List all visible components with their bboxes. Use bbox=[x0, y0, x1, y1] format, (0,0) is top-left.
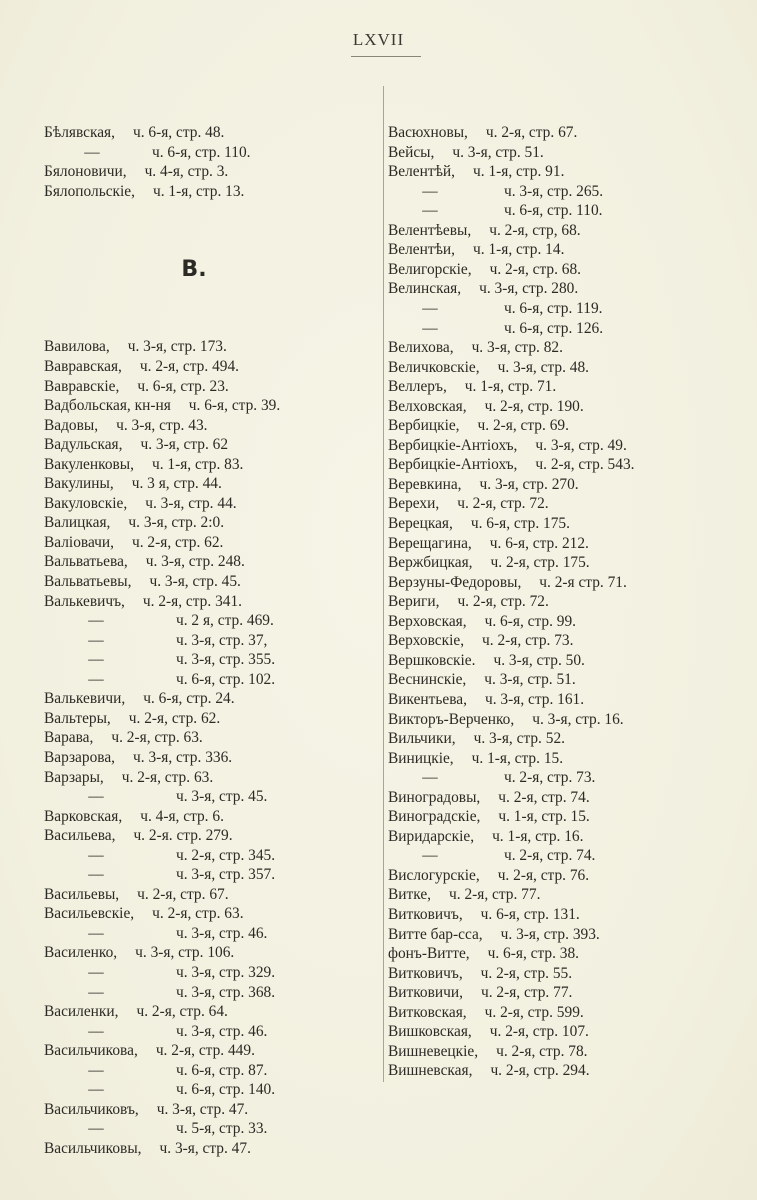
entry-reference: ч. 2-я, стр. 78. bbox=[496, 1042, 588, 1060]
ditto-dash: — bbox=[88, 631, 104, 649]
entry-name: Вильчики, bbox=[388, 730, 456, 748]
entry-name: Велинская, bbox=[388, 280, 462, 298]
entry-reference: ч. 2-я, стр. 77. bbox=[480, 984, 573, 1002]
index-entry bbox=[388, 1003, 754, 1023]
entry-name: Витковская, bbox=[388, 1003, 467, 1021]
entry-name: Велентѣи, bbox=[388, 241, 456, 259]
index-entry-continuation bbox=[44, 963, 374, 983]
index-entry bbox=[388, 494, 754, 514]
index-entry-continuation bbox=[44, 865, 374, 885]
entry-reference: ч. 2-я, стр. 175. bbox=[490, 554, 590, 572]
index-entry bbox=[388, 279, 754, 299]
entry-name: Витковичъ, bbox=[388, 905, 463, 923]
entry-reference: ч. 3-я, стр. 45. bbox=[176, 788, 268, 806]
index-entry bbox=[388, 573, 754, 593]
index-entry bbox=[44, 943, 374, 963]
index-entry bbox=[44, 807, 374, 827]
entry-reference: ч. 2-я, стр. 67. bbox=[137, 885, 229, 903]
index-entry bbox=[44, 689, 374, 709]
ditto-dash: — bbox=[88, 866, 104, 884]
entry-reference: ч. 2-я, стр, 68. bbox=[489, 221, 581, 239]
entry-reference: ч. 6-я, стр. 126. bbox=[504, 319, 604, 337]
entry-name: Верещагина, bbox=[388, 534, 472, 552]
index-entry-continuation bbox=[44, 631, 374, 651]
index-entry bbox=[388, 475, 754, 495]
index-entry bbox=[388, 240, 754, 260]
entry-name: Веревкина, bbox=[388, 475, 462, 493]
entry-reference: ч. 3-я, стр. 248. bbox=[145, 553, 245, 571]
entry-reference: ч. 6-я, стр. 131. bbox=[480, 905, 580, 923]
index-entry bbox=[388, 1042, 754, 1062]
entry-reference: ч. 2-я, стр. 68. bbox=[489, 260, 582, 278]
index-entry bbox=[388, 377, 754, 397]
index-entry bbox=[388, 436, 754, 456]
entry-name: Вальватьева, bbox=[44, 553, 128, 571]
index-entry bbox=[44, 748, 374, 768]
entry-name: Варава, bbox=[44, 729, 94, 747]
index-entry bbox=[388, 1022, 754, 1042]
ditto-dash: — bbox=[88, 651, 104, 669]
index-entry bbox=[44, 768, 374, 788]
index-entry bbox=[44, 533, 374, 553]
entry-name: Вербицкіе, bbox=[388, 417, 460, 435]
index-entry-continuation bbox=[44, 1022, 374, 1042]
entry-reference: ч. 1-я, стр. 15. bbox=[471, 749, 564, 767]
index-entry-continuation bbox=[44, 670, 374, 690]
entry-reference: ч. 6-я, стр. 110. bbox=[504, 202, 603, 220]
index-entry bbox=[388, 416, 754, 436]
entry-reference: ч. 2-я, стр. 107. bbox=[489, 1023, 589, 1041]
entry-name: Васильевы, bbox=[44, 885, 120, 903]
entry-name: Вавилова, bbox=[44, 338, 110, 356]
index-entry-continuation bbox=[44, 983, 374, 1003]
index-entry bbox=[388, 612, 754, 632]
index-entry-continuation bbox=[388, 182, 754, 202]
entry-name: Васильева, bbox=[44, 827, 116, 845]
entry-name: Варковская, bbox=[44, 807, 123, 825]
index-entry bbox=[388, 964, 754, 984]
index-entry bbox=[44, 826, 374, 846]
entry-reference: ч. 6-я, стр. 175. bbox=[470, 515, 570, 533]
entry-reference: ч. 6-я, стр. 140. bbox=[176, 1081, 276, 1099]
index-entry bbox=[388, 260, 754, 280]
index-entry bbox=[44, 123, 374, 143]
index-entry bbox=[44, 435, 374, 455]
entry-name: Бялоновичи, bbox=[44, 163, 127, 181]
entry-name: Вержбицкая, bbox=[388, 554, 473, 572]
entry-name: Веллеръ, bbox=[388, 378, 447, 396]
entry-name: Велихова, bbox=[388, 339, 454, 357]
entry-reference: ч. 2-я, стр. 543. bbox=[535, 456, 635, 474]
entry-name: Викторъ-Верченко, bbox=[388, 710, 515, 728]
entry-reference: ч. 3-я, стр. 329. bbox=[176, 963, 276, 981]
entry-reference: ч. 3-я, стр. 161. bbox=[484, 690, 585, 708]
entry-reference: ч. 2-я, стр. 63. bbox=[111, 729, 203, 747]
entry-name: Валицкая, bbox=[44, 514, 111, 532]
page-number: LXVII bbox=[352, 30, 405, 49]
index-entry bbox=[44, 1002, 374, 1022]
index-entry-continuation bbox=[44, 1061, 374, 1081]
entry-name: Вершковскіе. bbox=[388, 651, 476, 669]
index-entry bbox=[388, 690, 754, 710]
index-entry bbox=[44, 592, 374, 612]
ditto-dash: — bbox=[422, 847, 438, 865]
section-entries bbox=[44, 337, 374, 1158]
index-entry bbox=[388, 553, 754, 573]
index-entry bbox=[388, 143, 754, 163]
entry-reference: ч. 3-я, стр. 45. bbox=[149, 573, 241, 591]
entry-reference: ч. 3-я, стр. 51. bbox=[484, 671, 576, 689]
ditto-dash: — bbox=[88, 788, 104, 806]
entry-name: Виницкіе, bbox=[388, 749, 454, 767]
section-entries-continued bbox=[388, 123, 754, 1081]
index-entry bbox=[388, 807, 754, 827]
entry-reference: ч. 3-я, стр. 270. bbox=[479, 475, 579, 493]
entry-name: Верехи, bbox=[388, 495, 440, 513]
index-entry bbox=[388, 944, 754, 964]
entry-reference: ч. 3-я, стр. 37, bbox=[176, 631, 268, 649]
index-entry bbox=[44, 572, 374, 592]
index-entry bbox=[44, 396, 374, 416]
index-entry bbox=[388, 1061, 754, 1081]
entry-reference: ч. 3-я, стр. 47. bbox=[159, 1139, 251, 1157]
ditto-dash: — bbox=[88, 924, 104, 942]
entry-reference: ч. 2-я, стр. 599. bbox=[484, 1003, 584, 1021]
entry-name: Велентѣевы, bbox=[388, 221, 472, 239]
entry-name: Верховская, bbox=[388, 612, 467, 630]
entry-name: Велентѣй, bbox=[388, 163, 456, 181]
index-entry bbox=[388, 338, 754, 358]
entry-reference: ч. 3-я, стр. 62 bbox=[140, 436, 229, 454]
entry-reference: ч. 2-я, стр. 449. bbox=[155, 1042, 255, 1060]
entry-name: Виноградовы, bbox=[388, 788, 481, 806]
index-entry-continuation bbox=[388, 846, 754, 866]
entry-reference: ч. 3-я, стр. 50. bbox=[493, 651, 585, 669]
entry-name: Величковскіе, bbox=[388, 358, 480, 376]
entry-reference: ч. 2-я, стр. 67. bbox=[485, 124, 578, 142]
index-entry bbox=[44, 552, 374, 572]
index-entry bbox=[44, 474, 374, 494]
entry-name: Вакулины, bbox=[44, 475, 114, 493]
entry-reference: ч. 2-я, стр. 72. bbox=[457, 495, 549, 513]
entry-name: Витковичи, bbox=[388, 984, 463, 1002]
entry-name: Вадовы, bbox=[44, 416, 99, 434]
entry-reference: ч. 3-я, стр. 355. bbox=[176, 651, 276, 669]
entry-reference: ч. 3-я, стр. 51. bbox=[452, 143, 544, 161]
entry-reference: ч. 6-я, стр. 39. bbox=[188, 397, 281, 415]
entry-name: Велховская, bbox=[388, 397, 467, 415]
index-entry bbox=[44, 1100, 374, 1120]
entry-reference: ч. 5-я, стр. 33. bbox=[176, 1120, 268, 1138]
column-divider bbox=[383, 86, 384, 1082]
entry-name: Вальтеры, bbox=[44, 709, 111, 727]
index-entry-continuation bbox=[388, 201, 754, 221]
index-entry bbox=[44, 1139, 374, 1159]
entry-reference: ч. 2-я. стр. 279. bbox=[133, 827, 233, 845]
entry-reference: ч. 3-я, стр. 106. bbox=[135, 944, 235, 962]
entry-reference: ч. 2 я, стр. 469. bbox=[176, 612, 274, 630]
entry-name: Витте бар-сса, bbox=[388, 925, 483, 943]
index-entry bbox=[388, 983, 754, 1003]
entry-reference: ч. 2-я, стр. 74. bbox=[504, 847, 596, 865]
entry-reference: ч. 2-я, стр. 494. bbox=[139, 358, 240, 376]
entry-reference: ч. 2-я, стр. 341. bbox=[142, 592, 243, 610]
index-entry bbox=[388, 749, 754, 769]
index-entry bbox=[388, 162, 754, 182]
entry-reference: ч. 3-я, стр. 393. bbox=[500, 925, 600, 943]
entry-reference: ч. 3 я, стр. 44. bbox=[131, 475, 222, 493]
index-entry-continuation bbox=[44, 650, 374, 670]
entry-reference: ч. 6-я, стр. 87. bbox=[176, 1061, 268, 1079]
entry-name: Вавравская, bbox=[44, 358, 122, 376]
entry-reference: ч. 2-я, стр. 69. bbox=[477, 417, 569, 435]
ditto-dash: — bbox=[88, 983, 104, 1001]
index-entry bbox=[388, 534, 754, 554]
ditto-dash: — bbox=[422, 300, 438, 318]
entry-reference: ч. 6-я, стр. 23. bbox=[137, 377, 229, 395]
ditto-dash: — bbox=[88, 1081, 104, 1099]
entry-name: Васильевскіе, bbox=[44, 905, 135, 923]
index-entry bbox=[388, 866, 754, 886]
index-entry bbox=[388, 123, 754, 143]
entry-reference: ч. 3-я, стр. 336. bbox=[133, 748, 233, 766]
entry-reference: ч. 6-я, стр. 119. bbox=[504, 300, 603, 318]
entry-reference: ч. 3-я, стр. 82. bbox=[471, 339, 563, 357]
entry-reference: ч. 1-я, стр. 13. bbox=[152, 182, 245, 200]
entry-name: Вадульская, bbox=[44, 436, 123, 454]
index-entry bbox=[388, 788, 754, 808]
index-entry bbox=[44, 416, 374, 436]
index-entry bbox=[44, 455, 374, 475]
entry-reference: ч. 2-я, стр. 63. bbox=[152, 905, 244, 923]
entry-reference: ч. 3-я, стр. 265. bbox=[504, 182, 604, 200]
entry-reference: ч. 1-я, стр. 15. bbox=[498, 808, 590, 826]
entry-name: Васюхновы, bbox=[388, 124, 468, 142]
index-entry bbox=[388, 729, 754, 749]
entry-name: Вербицкіе-Антіохъ, bbox=[388, 436, 518, 454]
entry-reference: ч. 1-я, стр. 83. bbox=[151, 455, 244, 473]
index-entry bbox=[388, 885, 754, 905]
entry-name: Верзуны-Федоровы, bbox=[388, 573, 522, 591]
entry-reference: ч. 2-я, стр. 190. bbox=[484, 397, 584, 415]
entry-name: фонъ-Витте, bbox=[388, 945, 470, 963]
ditto-dash: — bbox=[88, 963, 104, 981]
index-entry bbox=[388, 221, 754, 241]
entry-name: Вакуловскіе, bbox=[44, 494, 128, 512]
index-entry bbox=[44, 357, 374, 377]
entry-name: Вишневецкіе, bbox=[388, 1042, 479, 1060]
entry-reference: ч. 3-я, стр. 47. bbox=[156, 1100, 249, 1118]
entry-name: Веснинскіе, bbox=[388, 671, 467, 689]
entry-reference: ч. 6-я, стр. 48. bbox=[132, 124, 225, 142]
entry-name: Виноградскіе, bbox=[388, 808, 481, 826]
entry-name: Вислогурскіе, bbox=[388, 866, 480, 884]
index-entry bbox=[44, 885, 374, 905]
entry-reference: ч. 3-я, стр. 44. bbox=[145, 494, 237, 512]
ditto-dash: — bbox=[88, 1022, 104, 1040]
ditto-dash: — bbox=[88, 846, 104, 864]
entry-name: Витке, bbox=[388, 886, 432, 904]
entry-name: Вербицкіе-Антіохъ, bbox=[388, 456, 518, 474]
ditto-dash: — bbox=[422, 182, 438, 200]
entry-reference: ч. 2-я, стр. 77. bbox=[449, 886, 541, 904]
index-entry-continuation bbox=[44, 611, 374, 631]
entry-reference: ч. 2-я, стр. 73. bbox=[504, 769, 596, 787]
index-entry bbox=[44, 1041, 374, 1061]
index-entry-continuation bbox=[44, 1080, 374, 1100]
entry-reference: ч. 4-я, стр. 3. bbox=[144, 163, 229, 181]
entry-reference: ч. 2-я, стр. 62. bbox=[132, 533, 224, 551]
ditto-dash: — bbox=[422, 202, 438, 220]
entry-name: Вальватьевы, bbox=[44, 573, 132, 591]
entry-reference: ч. 1-я, стр. 71. bbox=[464, 378, 557, 396]
index-entry bbox=[44, 337, 374, 357]
index-entry bbox=[388, 925, 754, 945]
index-entry bbox=[388, 514, 754, 534]
entry-name: Василенко, bbox=[44, 944, 118, 962]
entry-reference: ч. 2-я, стр. 73. bbox=[482, 632, 574, 650]
index-entry bbox=[388, 710, 754, 730]
entry-reference: ч. 3-я, стр. 48. bbox=[497, 358, 589, 376]
ditto-dash: — bbox=[88, 1120, 104, 1138]
entry-reference: ч. 6-я, стр. 38. bbox=[487, 945, 580, 963]
entry-name: Викентьева, bbox=[388, 690, 467, 708]
header-rule bbox=[351, 56, 421, 57]
entry-name: Василенки, bbox=[44, 1003, 119, 1021]
entry-reference: ч. 2-я, стр. 62. bbox=[128, 709, 221, 727]
entry-reference: ч. 3-я, стр. 46. bbox=[176, 1022, 268, 1040]
index-entry bbox=[44, 494, 374, 514]
entry-name: Валькевичи, bbox=[44, 690, 126, 708]
index-entry bbox=[44, 162, 374, 182]
section-heading: В. bbox=[181, 256, 207, 282]
entry-reference: ч. 3-я, стр. 52. bbox=[473, 730, 565, 748]
index-entry-continuation bbox=[388, 768, 754, 788]
entry-name: Варзары, bbox=[44, 768, 104, 786]
index-entry bbox=[44, 513, 374, 533]
entry-reference: ч. 2-я, стр. 63. bbox=[121, 768, 214, 786]
index-entry bbox=[44, 904, 374, 924]
entry-name: Валькевичъ, bbox=[44, 592, 125, 610]
entry-reference: ч. 3-я, стр. 368. bbox=[176, 983, 276, 1001]
index-entry bbox=[388, 670, 754, 690]
entry-reference: ч. 2-я, стр. 345. bbox=[176, 846, 276, 864]
entry-reference: ч. 3-я, стр. 357. bbox=[176, 866, 276, 884]
index-entry bbox=[388, 905, 754, 925]
entry-reference: ч. 2-я, стр. 74. bbox=[498, 788, 590, 806]
entry-name: Бѣлявская, bbox=[44, 124, 115, 142]
index-entry-continuation bbox=[388, 299, 754, 319]
ditto-dash: — bbox=[84, 143, 100, 161]
ditto-dash: — bbox=[422, 319, 438, 337]
index-entry bbox=[44, 182, 374, 202]
entry-reference: ч. 3-я, стр. 2:0. bbox=[128, 514, 225, 532]
ditto-dash: — bbox=[88, 670, 104, 688]
ditto-dash: — bbox=[422, 769, 438, 787]
index-entry-continuation bbox=[44, 846, 374, 866]
entry-name: Велигорскіе, bbox=[388, 260, 472, 278]
entry-name: Вейсы, bbox=[388, 143, 435, 161]
index-entry bbox=[388, 397, 754, 417]
entry-reference: ч. 3-я, стр. 46. bbox=[176, 924, 268, 942]
entry-name: Васильчиковъ, bbox=[44, 1100, 139, 1118]
entry-name: Виридарскіе, bbox=[388, 827, 475, 845]
entry-reference: ч. 2-я, стр. 294. bbox=[490, 1062, 590, 1080]
entry-reference: ч. 2-я, стр. 76. bbox=[497, 866, 590, 884]
entry-reference: ч. 3-я, стр. 280. bbox=[479, 280, 579, 298]
entry-reference: ч. 1-я, стр. 16. bbox=[492, 827, 584, 845]
entry-name: Варзарова, bbox=[44, 748, 116, 766]
index-entry-continuation bbox=[388, 319, 754, 339]
index-entry bbox=[44, 377, 374, 397]
entry-reference: ч. 3-я, стр. 43. bbox=[116, 416, 208, 434]
entry-name: Вериги, bbox=[388, 593, 440, 611]
entry-reference: ч. 6-я, стр. 212. bbox=[489, 534, 589, 552]
entry-reference: ч. 3-я, стр. 173. bbox=[127, 338, 227, 356]
entry-reference: ч. 6-я, стр. 99. bbox=[484, 612, 577, 630]
entry-name: Васильчикова, bbox=[44, 1042, 138, 1060]
index-entry-continuation bbox=[44, 924, 374, 944]
index-entry bbox=[388, 651, 754, 671]
entry-reference: ч. 2-я стр. 71. bbox=[539, 573, 627, 591]
index-entry bbox=[44, 728, 374, 748]
entry-name: Васильчиковы, bbox=[44, 1139, 142, 1157]
index-column-right bbox=[388, 84, 754, 1120]
entry-reference: ч. 3-я, стр. 16. bbox=[532, 710, 624, 728]
index-entry bbox=[388, 358, 754, 378]
entry-name: Вишневская, bbox=[388, 1062, 473, 1080]
entry-reference: ч. 1-я, стр. 91. bbox=[473, 163, 565, 181]
index-entry bbox=[388, 827, 754, 847]
index-entry-continuation bbox=[44, 143, 374, 163]
entry-name: Верховскіе, bbox=[388, 632, 465, 650]
entry-name: Бялопольскіе, bbox=[44, 182, 135, 200]
index-entry-continuation bbox=[44, 1119, 374, 1139]
entry-reference: ч. 6-я, стр. 102. bbox=[176, 670, 276, 688]
entry-reference: ч. 6-я, стр. 110. bbox=[152, 143, 251, 161]
entry-name: Вадбольская, кн-ня bbox=[44, 397, 171, 415]
index-entry bbox=[388, 592, 754, 612]
entries-before-section bbox=[44, 123, 374, 201]
entry-name: Вишковская, bbox=[388, 1023, 472, 1041]
entry-reference: ч. 3-я, стр. 49. bbox=[535, 436, 627, 454]
index-entry bbox=[388, 455, 754, 475]
entry-name: Верецкая, bbox=[388, 515, 453, 533]
ditto-dash: — bbox=[88, 612, 104, 630]
entry-reference: ч. 2-я, стр. 64. bbox=[136, 1003, 228, 1021]
entry-reference: ч. 2-я, стр. 72. bbox=[457, 593, 549, 611]
entry-name: Витковичъ, bbox=[388, 964, 463, 982]
entry-reference: ч. 6-я, стр. 24. bbox=[143, 690, 235, 708]
entry-reference: ч. 1-я, стр. 14. bbox=[473, 241, 565, 259]
entry-name: Валіовачи, bbox=[44, 533, 114, 551]
ditto-dash: — bbox=[88, 1061, 104, 1079]
index-entry bbox=[44, 709, 374, 729]
entry-name: Вакуленковы, bbox=[44, 455, 134, 473]
index-entry bbox=[388, 631, 754, 651]
index-entry-continuation bbox=[44, 787, 374, 807]
entry-reference: ч. 2-я, стр. 55. bbox=[480, 964, 573, 982]
index-column-left bbox=[44, 84, 374, 1198]
entry-name: Вавравскіе, bbox=[44, 377, 120, 395]
entry-reference: ч. 4-я, стр. 6. bbox=[140, 807, 224, 825]
